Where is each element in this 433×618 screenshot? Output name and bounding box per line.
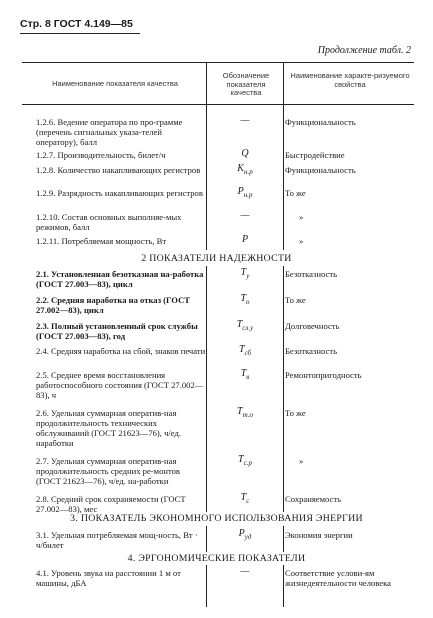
row-1-2-11-prop: » xyxy=(299,236,304,246)
row-2-2-name: 2.2. Средняя наработка на отказ (ГОСТ 27.002—83), цикл xyxy=(36,295,191,316)
row-2-4-prop: Безотказность xyxy=(285,346,337,356)
row-4-1-symbol: — xyxy=(240,566,250,577)
row-1-2-9-symbol: $P_{н.р}$ xyxy=(237,186,253,199)
col-header-property: Наименование характе-ризуемого свойства xyxy=(290,71,410,89)
row-2-2-symbol: $T_о$ xyxy=(240,293,250,306)
row-1-2-11-name: 1.2.11. Потребляемая мощность, Вт xyxy=(36,236,167,246)
row-2-6-name: 2.6. Удельная суммарная оператив-ная продолжительность технических обслуживаний (ГОСТ 21623—76), ч/ед. наработки xyxy=(36,408,182,449)
row-2-7-name: 2.7. Удельная суммарная оператив-ная продолжительность средних ре-монтов (ГОСТ 21623—76), ч/ед. на-работки xyxy=(36,456,180,487)
row-3-1-name: 3.1. Удельная потребляемая мощ-ность, Вт · ч/билет xyxy=(36,530,198,551)
table-top-rule xyxy=(22,62,414,63)
row-1-2-9-name: 1.2.9. Разрядность накапливающих регистров xyxy=(36,188,203,198)
row-3-1-prop: Экономия энергии xyxy=(285,530,353,540)
row-1-2-10-name: 1.2.10. Состав основных выполняе-мых режимов, балл xyxy=(36,212,182,233)
col-divider-1-body-c xyxy=(206,526,207,552)
row-1-2-8-prop: Функциональность xyxy=(285,165,356,175)
row-1-2-6-name: 1.2.6. Ведение оператора по про-граммe (перечень сигнальных указа-телей оператору), балл xyxy=(36,117,183,148)
row-2-7-symbol: $T_{с.р}$ xyxy=(238,454,252,467)
section-title-reliability: 2 ПОКАЗАТЕЛИ НАДЕЖНОСТИ xyxy=(141,253,292,264)
row-2-4-name: 2.4. Средняя наработка на сбой, знаков печати xyxy=(36,346,206,356)
col-divider-1-body-d xyxy=(206,565,207,607)
row-1-2-6-prop: Функциональность xyxy=(285,117,356,127)
continuation-label: Продолжение табл. 2 xyxy=(317,45,411,56)
col-divider-2-body-c xyxy=(283,526,284,552)
table-head-rule xyxy=(22,104,414,105)
row-1-2-7-symbol: Q xyxy=(241,148,249,159)
col-header-name: Наименование показателя качества xyxy=(52,79,178,88)
row-1-2-9-prop: То же xyxy=(285,188,306,198)
row-1-2-7-prop: Быстродействие xyxy=(285,150,345,160)
row-2-8-prop: Сохраняемость xyxy=(285,494,342,504)
col-divider-2-body-d xyxy=(283,565,284,607)
row-1-2-7-name: 1.2.7. Производительность, билет/ч xyxy=(36,150,166,160)
row-2-5-name: 2.5. Среднее время восстановления работоспособного состояния (ГОСТ 27.002—83), ч xyxy=(36,370,204,401)
col-divider-2 xyxy=(283,62,284,104)
row-3-1-symbol: $P_{уд}$ xyxy=(238,528,252,541)
row-4-1-name: 4.1. Уровень звука на расстоянии 1 м от машины, дБА xyxy=(36,568,181,589)
row-2-4-symbol: $T_{сб}$ xyxy=(238,344,252,357)
row-1-2-10-prop: » xyxy=(299,212,304,222)
row-1-2-11-symbol: P xyxy=(241,234,249,245)
row-2-5-symbol: $T_в$ xyxy=(240,368,250,381)
col-divider-1-body-a xyxy=(206,104,207,250)
row-1-2-8-name: 1.2.8. Количество накапливающих регистров xyxy=(36,165,201,175)
row-2-6-symbol: $T_{т.о}$ xyxy=(237,406,253,419)
col-header-symbol: Обозначение показателя качества xyxy=(222,71,270,98)
col-divider-2-body-a xyxy=(283,104,284,250)
row-1-2-8-symbol: $K_{н.р}$ xyxy=(237,163,253,176)
col-divider-2-body-b xyxy=(283,266,284,512)
row-2-2-prop: То же xyxy=(285,295,306,305)
row-2-5-prop: Ремонтопригодность xyxy=(285,370,362,380)
page-header: Стр. 8 ГОСТ 4.149—85 xyxy=(20,18,133,30)
row-2-3-prop: Долговечность xyxy=(285,321,340,331)
section-title-ergonomic: 4. ЭРГОНОМИЧЕСКИЕ ПОКАЗАТЕЛИ xyxy=(127,553,306,564)
row-1-2-10-symbol: — xyxy=(240,210,250,221)
col-divider-1-body-b xyxy=(206,266,207,512)
row-2-3-symbol: $T_{сл.у}$ xyxy=(236,319,254,332)
row-2-8-symbol: $T_с$ xyxy=(240,492,250,505)
header-rule xyxy=(20,33,140,34)
row-2-8-name: 2.8. Средний срок сохраняемости (ГОСТ 27.002—83), мес xyxy=(36,494,186,515)
col-divider-1 xyxy=(206,62,207,104)
row-2-1-prop: Безотказность xyxy=(285,269,337,279)
row-1-2-6-symbol: — xyxy=(240,115,250,126)
row-2-1-name: 2.1. Установленная безотказная на-работка (ГОСТ 27.003—83), цикл xyxy=(36,269,204,290)
section-title-energy: 3. ПОКАЗАТЕЛЬ ЭКОНОМНОГО ИСПОЛЬЗОВАНИЯ ЭНЕРГИИ xyxy=(70,513,363,524)
row-2-3-name: 2.3. Полный установленный срок службы (ГОСТ 27.003—83), год xyxy=(36,321,198,342)
row-2-6-prop: То же xyxy=(285,408,306,418)
row-4-1-prop: Соответствие услови-ям жизнедеятельности человека xyxy=(285,568,391,589)
row-2-7-prop: » xyxy=(299,456,304,466)
row-2-1-symbol: $T_у$ xyxy=(240,267,250,280)
